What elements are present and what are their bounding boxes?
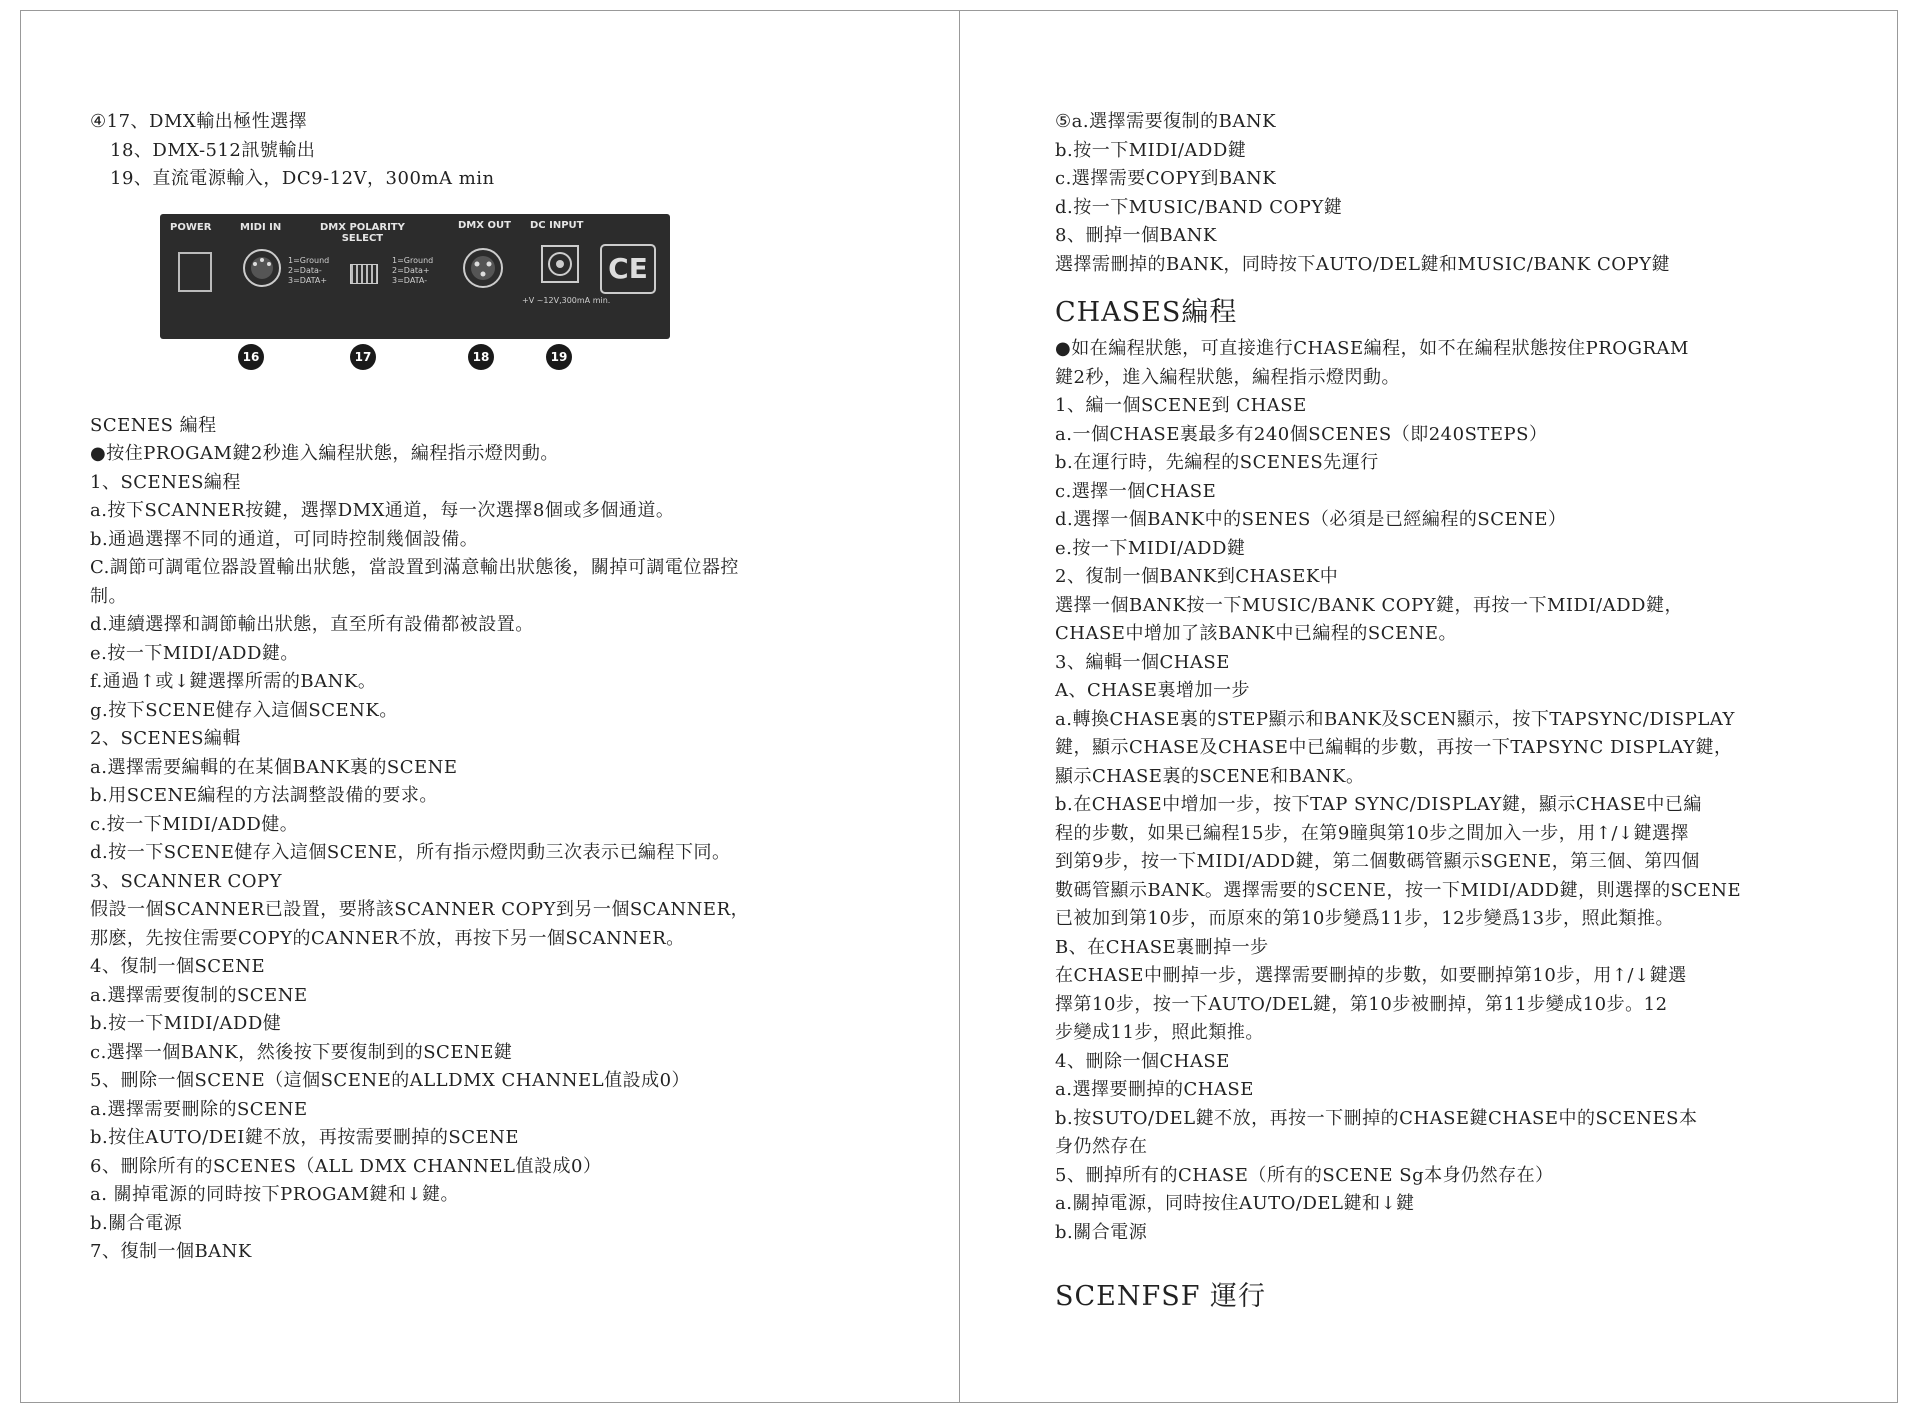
power-label: POWER xyxy=(170,221,212,233)
text-line: SCENES 編程 xyxy=(90,414,217,436)
item-18: 18、DMX-512訊號輸出 xyxy=(110,139,316,161)
text-line: ●如在編程狀態，可直接進行CHASE編程，如不在編程狀態按住PROGRAM xyxy=(1055,338,1689,359)
ce-mark: CE xyxy=(600,244,656,294)
text-line: 2、復制一個BANK到CHASEK中 xyxy=(1055,566,1339,587)
polarity-pinout: 1=Ground 2=Data+ 3=DATA- xyxy=(392,255,434,285)
right-page xyxy=(1055,108,1875,1319)
text-line: b.用SCENE編程的方法調整設備的要求。 xyxy=(90,785,438,806)
text-line: b.在運行時，先編程的SCENES先運行 xyxy=(1055,452,1379,473)
text-line: 2、SCENES編輯 xyxy=(90,728,241,749)
polarity-switch xyxy=(350,264,378,284)
text-line: b.關合電源 xyxy=(1055,1221,1148,1243)
callout-19: 19 xyxy=(546,344,572,370)
text-line: f.通過↑或↓鍵選擇所需的BANK。 xyxy=(90,671,377,692)
text-line: ⑤a.選擇需要復制的BANK xyxy=(1055,111,1277,132)
text-line: b.按一下MIDI/ADD健 xyxy=(90,1013,282,1034)
power-switch xyxy=(178,252,212,292)
text-line: a.選擇要刪掉的CHASE xyxy=(1055,1079,1254,1100)
text-line: e.按一下MIDI/ADD鍵。 xyxy=(90,642,299,664)
text-line: 4、復制一個SCENE xyxy=(90,956,266,977)
text-line: a. 關掉電源的同時按下PROGAM鍵和↓鍵。 xyxy=(90,1184,459,1205)
xlr-connector-icon xyxy=(460,244,506,294)
dc-input-label: DC INPUT xyxy=(530,219,584,231)
text-line: 鍵，顯示CHASE及CHASE中已編輯的步數，再按一下TAPSYNC DISPLAY鍵， xyxy=(1055,737,1733,758)
text-line: ●按住PROGAM鍵2秒進入編程狀態，編程指示燈閃動。 xyxy=(90,443,559,464)
text-line: b.通過選擇不同的通道，可同時控制幾個設備。 xyxy=(90,528,479,550)
text-line: 已被加到第10步，而原來的第10步變爲11步，12步變爲13步，照此類推。 xyxy=(1055,908,1675,929)
text-line: a.關掉電源，同時按住AUTO/DEL鍵和↓鍵 xyxy=(1055,1193,1415,1214)
callout-16: 16 xyxy=(238,344,264,370)
text-line: 顯示CHASE裏的SCENE和BANK。 xyxy=(1055,765,1365,787)
text-line: a.選擇需要編輯的在某個BANK裏的SCENE xyxy=(90,756,458,778)
midi-din-connector-icon xyxy=(240,246,284,290)
text-line: a.一個CHASE裏最多有240個SCENES（即240STEPS） xyxy=(1055,423,1548,445)
text-line: 6、刪除所有的SCENES（ALL DMX CHANNEL值設成0） xyxy=(90,1155,602,1177)
text-line: 7、復制一個BANK xyxy=(90,1241,252,1262)
text-line: d.選擇一個BANK中的SENES（必須是已經編程的SCENE） xyxy=(1055,509,1567,530)
bank-copy-section xyxy=(1055,108,1875,279)
text-line: 數碼管顯示BANK。選擇需要的SCENE，按一下MIDI/ADD鍵，則選擇的SCENE xyxy=(1055,879,1742,901)
page-divider xyxy=(959,10,960,1403)
text-line: c.選擇一個BANK，然後按下要復制到的SCENE鍵 xyxy=(90,1041,513,1063)
text-line: 制。 xyxy=(90,585,127,607)
text-line: 程的步數，如果已編程15步，在第9瞳與第10步之間加入一步，用↑/↓鍵選擇 xyxy=(1055,822,1689,844)
chases-section xyxy=(1055,335,1875,1247)
text-line: b.按住AUTO/DEI鍵不放，再按需要刪掉的SCENE xyxy=(90,1127,520,1148)
text-line: 身仍然存在 xyxy=(1055,1136,1148,1157)
text-line: 5、刪除一個SCENE（這個SCENE的ALLDMX CHANNEL值設成0） xyxy=(90,1070,691,1091)
text-line: 擇第10步，按一下AUTO/DEL鍵，第10步被刪掉，第11步變成10步。12 xyxy=(1055,993,1668,1015)
text-line: c.選擇需要COPY到BANK xyxy=(1055,168,1277,189)
text-line: b.按一下MIDI/ADD鍵 xyxy=(1055,139,1247,161)
text-line: a.選擇需要刪除的SCENE xyxy=(90,1098,308,1120)
text-line: 選擇需刪掉的BANK，同時按下AUTO/DEL鍵和MUSIC/BANK COPY鍵 xyxy=(1055,253,1670,275)
text-line: 3、編輯一個CHASE xyxy=(1055,651,1230,673)
text-line: 選擇一個BANK按一下MUSIC/BANK COPY鍵，再按一下MIDI/ADD鍵， xyxy=(1055,594,1683,616)
dc-jack-icon xyxy=(538,242,582,286)
text-line: e.按一下MIDI/ADD鍵 xyxy=(1055,537,1246,559)
text-line: c.選擇一個CHASE xyxy=(1055,480,1217,502)
rear-panel xyxy=(160,214,670,339)
text-line: c.按一下MIDI/ADD健。 xyxy=(90,813,299,835)
callout-17: 17 xyxy=(350,344,376,370)
text-line: d.按一下MUSIC/BAND COPY鍵 xyxy=(1055,196,1343,218)
left-page xyxy=(90,108,910,1267)
polarity-label: DMX POLARITY SELECT xyxy=(320,221,405,244)
text-line: C.調節可調電位器設置輸出狀態，當設置到滿意輸出狀態後，關掉可調電位器控 xyxy=(90,557,739,578)
item-17: ④17、DMX輸出極性選擇 xyxy=(90,111,308,132)
text-line: b.在CHASE中增加一步，按下TAP SYNC/DISPLAY鍵，顯示CHASE中已編 xyxy=(1055,794,1702,815)
text-line: d.按一下SCENE健存入這個SCENE，所有指示燈閃動三次表示已編程下同。 xyxy=(90,842,731,863)
text-line: 假設一個SCANNER已設置，要將該SCANNER COPY到另一個SCANNER， xyxy=(90,899,750,920)
text-line: 5、刪掉所有的CHASE（所有的SCENE Sg本身仍然存在） xyxy=(1055,1164,1554,1186)
text-line: 3、SCANNER COPY xyxy=(90,870,282,892)
midi-pinout: 1=Ground 2=Data- 3=DATA+ xyxy=(288,255,330,285)
text-line: B、在CHASE裏刪掉一步 xyxy=(1055,936,1269,958)
text-line: 鍵2秒，進入編程狀態，編程指示燈閃動。 xyxy=(1055,366,1400,388)
text-line: CHASE中增加了該BANK中已編程的SCENE。 xyxy=(1055,623,1457,644)
text-line: 8、刪掉一個BANK xyxy=(1055,225,1217,246)
text-line: A、CHASE裏增加一步 xyxy=(1055,680,1250,701)
text-line: a.轉換CHASE裏的STEP顯示和BANK及SCEN顯示，按下TAPSYNC/DISPLAY xyxy=(1055,708,1735,730)
text-line: 1、SCENES編程 xyxy=(90,471,241,493)
voltage-label: +V ~12V,300mA min. xyxy=(522,295,611,305)
callout-18: 18 xyxy=(468,344,494,370)
scenes-run-heading: SCENFSF 運行 xyxy=(1055,1281,1267,1312)
dmx-out-label: DMX OUT xyxy=(458,219,511,231)
text-line: d.連續選擇和調節輸出狀態，直至所有設備都被設置。 xyxy=(90,614,534,635)
text-line: 那麽，先按住需要COPY的CANNER不放，再按下另一個SCANNER。 xyxy=(90,927,685,949)
midi-in-label: MIDI IN xyxy=(240,221,282,233)
text-line: 步變成11步，照此類推。 xyxy=(1055,1022,1264,1043)
text-line: 在CHASE中刪掉一步，選擇需要刪掉的步數，如要刪掉第10步，用↑/↓鍵選 xyxy=(1055,965,1687,986)
text-line: a.選擇需要復制的SCENE xyxy=(90,984,308,1006)
text-line: 4、刪除一個CHASE xyxy=(1055,1050,1230,1072)
item-19: 19、直流電源輸入，DC9-12V，300mA min xyxy=(110,168,495,189)
chases-heading: CHASES編程 xyxy=(1055,297,1238,328)
text-line: 到第9步，按一下MIDI/ADD鍵，第二個數碼管顯示SGENE，第三個、第四個 xyxy=(1055,851,1700,872)
text-line: b.按SUTO/DEL鍵不放，再按一下刪掉的CHASE鍵CHASE中的SCENES本 xyxy=(1055,1107,1698,1129)
text-line: a.按下SCANNER按鍵，選擇DMX通道，每一次選擇8個或多個通道。 xyxy=(90,500,675,521)
rear-panel-figure xyxy=(160,214,700,374)
text-line: g.按下SCENE健存入這個SCENK。 xyxy=(90,699,398,721)
text-line: 1、編一個SCENE到 CHASE xyxy=(1055,395,1307,416)
text-line: b.關合電源 xyxy=(90,1212,183,1234)
scenes-section xyxy=(90,412,910,1267)
